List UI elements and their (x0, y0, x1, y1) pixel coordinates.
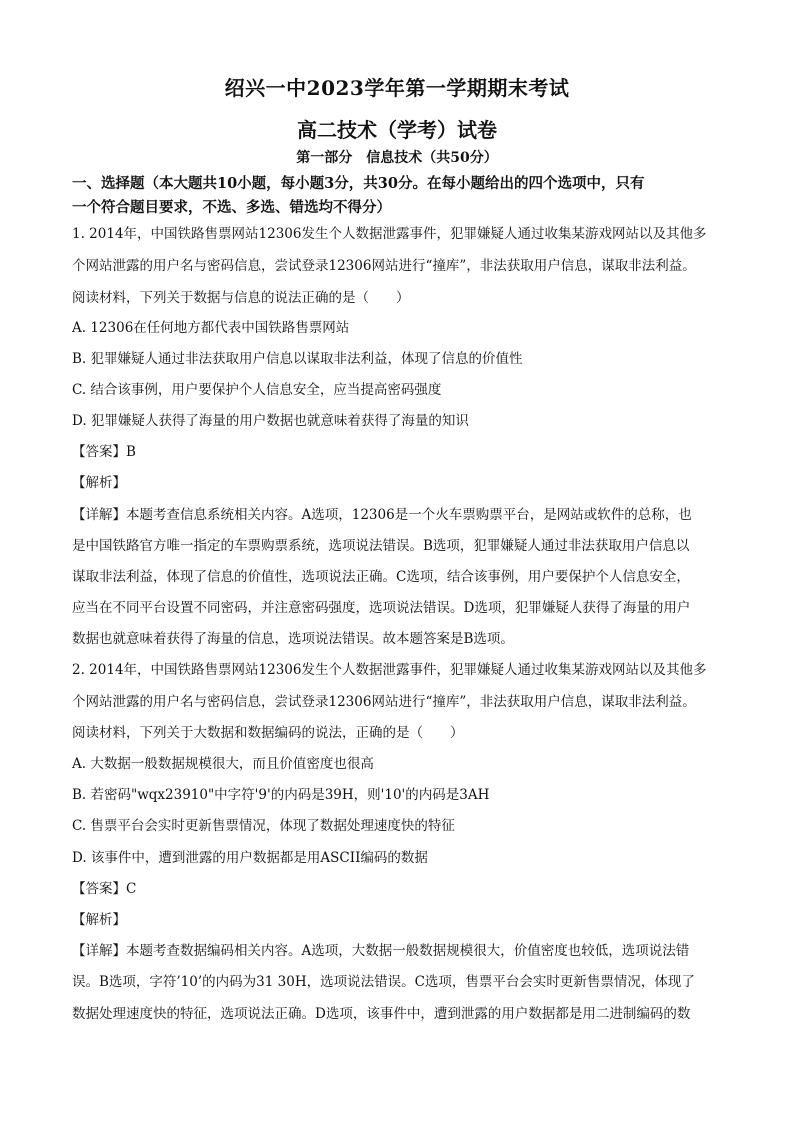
q1-stem-line: 个网站泄露的用户名与密码信息，尝试登录12306网站进行“撞库”，非法获取用户信息，谋取非法利益。 (72, 258, 696, 274)
q2-answer: 【答案】C (72, 881, 137, 897)
q2-option-a: A. 大数据一般数据规模很大，而且价值密度也很高 (72, 756, 374, 772)
q1-answer: 【答案】B (72, 444, 136, 460)
section-heading-line: 一个符合题目要求，不选、多选、错选均不得分） (72, 199, 391, 216)
q2-option-d: D. 该事件中，遭到泄露的用户数据都是用ASCII编码的数据 (72, 850, 428, 866)
q2-analysis-label: 【解析】 (72, 912, 126, 928)
q1-detail-line: 应当在不同平台设置不同密码，并注意密码强度，选项说法错误。D选项，犯罪嫌疑人获得了海量的用户 (72, 600, 691, 616)
q2-detail-line: 数据处理速度快的特征，选项说法正确。D选项，该事件中，遭到泄露的用户数据都是用二进制编码的数 (72, 1006, 691, 1022)
q1-detail-line: 谋取非法利益，体现了信息的价值性，选项说法正确。C选项，结合该事例，用户要保护个人信息安全， (72, 569, 690, 585)
q1-option-c: C. 结合该事例，用户要保护个人信息安全，应当提高密码强度 (72, 382, 442, 398)
exam-subtitle: 高二技术（学考）试卷 (297, 118, 497, 142)
q2-option-b: B. 若密码"wqx23910"中字符'9'的内码是39H，则'10'的内码是3AH (72, 787, 490, 803)
q1-option-d: D. 犯罪嫌疑人获得了海量的用户数据也就意味着获得了海量的知识 (72, 413, 469, 429)
q1-detail-line: 数据也就意味着获得了海量的信息，选项说法错误。故本题答案是B选项。 (72, 631, 514, 647)
q1-option-b: B. 犯罪嫌疑人通过非法获取用户信息以谋取非法利益，体现了信息的价值性 (72, 351, 523, 367)
q1-option-a: A. 12306在任何地方都代表中国铁路售票网站 (72, 320, 350, 336)
q2-option-c: C. 售票平台会实时更新售票情况，体现了数据处理速度快的特征 (72, 818, 455, 834)
q2-stem-line: 个网站泄露的用户名与密码信息，尝试登录12306网站进行“撞库”，非法获取用户信息，谋取非法利益。 (72, 694, 696, 710)
q2-detail-line: 误。B选项，字符’10’的内码为31 30H，选项说法错误。C选项，售票平台会实时更新售票情况，体现了 (72, 974, 695, 990)
q1-detail-line: 是中国铁路官方唯一指定的车票购票系统，选项说法错误。B选项，犯罪嫌疑人通过非法获取用户信息以 (72, 538, 690, 554)
q2-stem-line: 阅读材料，下列关于大数据和数据编码的说法，正确的是（ ） (72, 725, 464, 741)
q2-stem-line: 2. 2014年，中国铁路售票网站12306发生个人数据泄露事件，犯罪嫌疑人通过收集某游戏网站以及其他多 (72, 662, 707, 678)
q2-detail-line: 【详解】本题考查数据编码相关内容。A选项，大数据一般数据规模很大，价值密度也较低，选项说法错 (72, 943, 690, 959)
q1-analysis-label: 【解析】 (72, 475, 126, 491)
q1-detail-line: 【详解】本题考查信息系统相关内容。A选项，12306是一个火车票购票平台，是网站或软件的总称，也 (72, 507, 692, 523)
q1-stem-line: 阅读材料，下列关于数据与信息的说法正确的是（ ） (72, 290, 410, 306)
section-heading (72, 172, 732, 220)
q1-stem-line: 1. 2014年，中国铁路售票网站12306发生个人数据泄露事件，犯罪嫌疑人通过收集某游戏网站以及其他多 (72, 226, 707, 242)
part-title: 第一部分 信息技术（共50分） (296, 150, 498, 166)
exam-title: 绍兴一中2023学年第一学期期末考试 (224, 76, 570, 100)
section-heading-line: 一、选择题（本大题共10小题，每小题3分，共30分。在每小题给出的四个选项中，只有 (72, 175, 645, 192)
